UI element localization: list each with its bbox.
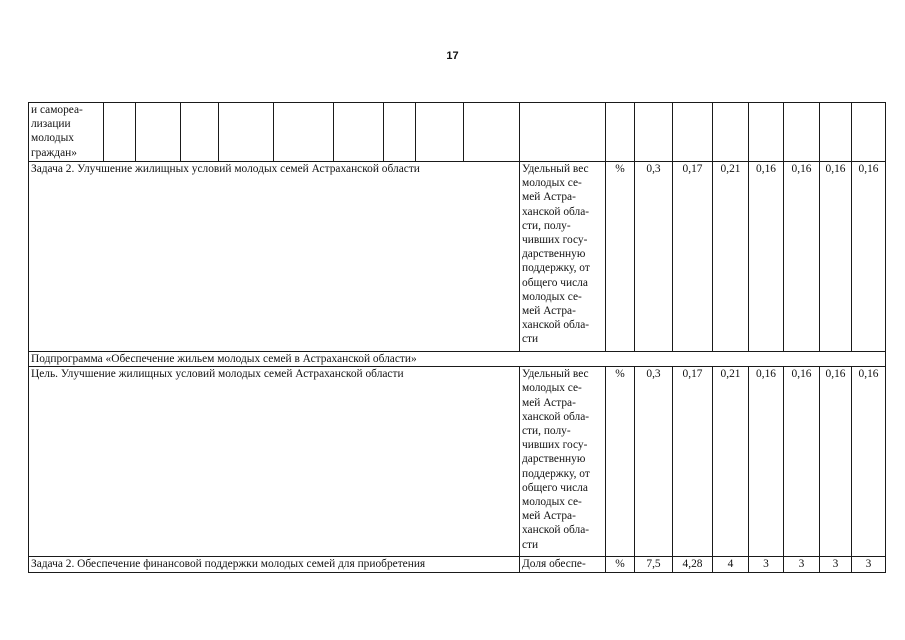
goal-value-3: 0,21 bbox=[713, 367, 749, 557]
goal-indicator: Удельный вес молодых се- мей Астра- ханской обла- сти, полу- чивших госу- дарственную поддержку, от общего числа молодых се- мей Астра- ханской обла- сти bbox=[520, 367, 606, 557]
subprogram-title: Подпрограмма «Обеспечение жильем молодых семей в Астраханской области» bbox=[29, 352, 886, 367]
table-row-subprogram bbox=[29, 352, 886, 367]
table-row-carry-over bbox=[29, 103, 886, 162]
table-row-task2b bbox=[29, 557, 886, 573]
task2-value-3: 0,21 bbox=[713, 162, 749, 352]
goal-value-2: 0,17 bbox=[673, 367, 713, 557]
task2b-title: Задача 2. Обеспечение финансовой поддержки молодых семей для приобретения bbox=[29, 557, 520, 573]
task2-value-1: 0,3 bbox=[635, 162, 673, 352]
task2b-value-1: 7,5 bbox=[635, 557, 673, 573]
table-row-goal bbox=[29, 367, 886, 557]
task2b-value-4: 3 bbox=[749, 557, 784, 573]
goal-unit: % bbox=[606, 367, 635, 557]
task2-unit: % bbox=[606, 162, 635, 352]
task2-value-4: 0,16 bbox=[749, 162, 784, 352]
indicators-table bbox=[28, 102, 886, 573]
task2-value-2: 0,17 bbox=[673, 162, 713, 352]
goal-value-6: 0,16 bbox=[820, 367, 852, 557]
goal-value-7: 0,16 bbox=[852, 367, 886, 557]
page-number: 17 bbox=[446, 50, 459, 62]
table-row-task2 bbox=[29, 162, 886, 352]
carry-over-text: и самореа- лизации молодых граждан» bbox=[29, 103, 104, 162]
task2b-value-2: 4,28 bbox=[673, 557, 713, 573]
goal-value-1: 0,3 bbox=[635, 367, 673, 557]
goal-value-5: 0,16 bbox=[784, 367, 820, 557]
task2b-value-7: 3 bbox=[852, 557, 886, 573]
task2-indicator: Удельный вес молодых се- мей Астра- ханской обла- сти, полу- чивших госу- дарственную поддержку, от общего числа молодых се- мей Астра- ханской обла- сти bbox=[520, 162, 606, 352]
task2b-indicator: Доля обеспе- bbox=[520, 557, 606, 573]
goal-title: Цель. Улучшение жилищных условий молодых семей Астраханской области bbox=[29, 367, 520, 557]
task2-title: Задача 2. Улучшение жилищных условий молодых семей Астраханской области bbox=[29, 162, 520, 352]
task2-value-7: 0,16 bbox=[852, 162, 886, 352]
task2-value-5: 0,16 bbox=[784, 162, 820, 352]
task2b-value-6: 3 bbox=[820, 557, 852, 573]
task2-value-6: 0,16 bbox=[820, 162, 852, 352]
task2b-unit: % bbox=[606, 557, 635, 573]
goal-value-4: 0,16 bbox=[749, 367, 784, 557]
task2b-value-5: 3 bbox=[784, 557, 820, 573]
task2b-value-3: 4 bbox=[713, 557, 749, 573]
